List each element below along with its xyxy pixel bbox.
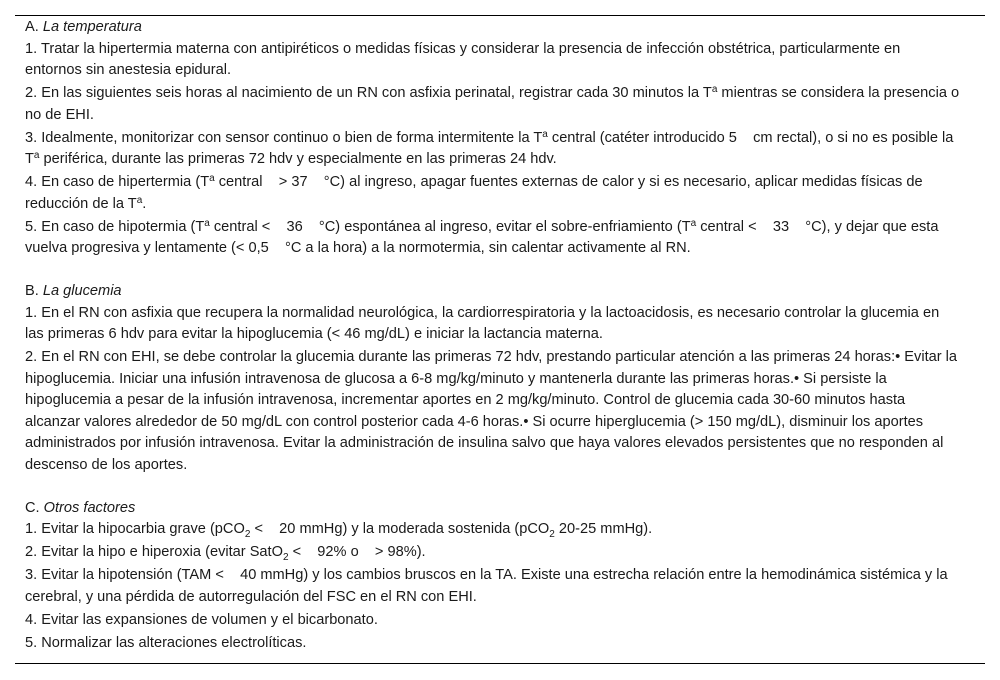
recommendation-item: [25, 83, 964, 126]
table-bottom-rule: [15, 663, 985, 664]
item-text: < 20 mmHg) y la moderada sostenida (pCO: [250, 521, 550, 537]
item-text: 2. Evitar la hipo e hiperoxia (evitar SatO: [25, 544, 283, 560]
recommendation-item: [25, 128, 960, 171]
subscript: 2: [282, 552, 289, 563]
item-text: 3. Evitar la hipotensión (TAM < 40 mmHg) y los cambios bruscos en la TA. Existe una estrecha relación entre la hemodinámica sistémica y la cerebral, y una pérdida de autorregulación del FSC en el RN con EHI.: [25, 567, 952, 605]
recommendation-item: [25, 172, 960, 215]
subscript: 2: [549, 529, 555, 540]
recommendation-item: [25, 303, 960, 346]
item-text: 5. Normalizar las alteraciones electrolíticas.: [25, 634, 307, 651]
item-text: 1. En el RN con asfixia que recupera la normalidad neurológica, la cardiorrespiratoria y la lactoacidosis, es necesario controlar la glucemia en las primeras 6 hdv para evitar la hipoglucemia (< 46 mg/dL) e iniciar la lactancia materna.: [25, 304, 944, 342]
item-text: 1. Tratar la hipertermia materna con antipiréticos o medidas físicas y considerar la presencia de infección obstétrica, particularmente en entornos sin anestesia epidural.: [25, 40, 905, 78]
section-title: La glucemia: [42, 283, 122, 299]
item-text: 3. Idealmente, monitorizar con sensor continuo o bien de forma intermitente la T: [25, 129, 543, 146]
item-text: 2. En el RN con EHI, se debe controlar la glucemia durante las primeras 72 hdv, prestando particular atención a las primeras 24 horas:• Evitar la hipoglucemia. Iniciar una infusión intravenosa de glucosa a 6-8 mg/kg/minuto y mantenerla durante las primeras horas.• Si persiste la hipoglucemia a pesar de la infusión intravenosa, incrementar aportes en 2 mg/kg/minuto. Control de glucemia cada 30-60 minutos hasta alcanzar valores alrededor de 50 mg/dL con control posterior cada 4-6 horas.• Si ocurre hiperglucemia (> 150 mg/dL), disminuir los aportes administrados por infusión intravenosa. Evitar la administración de insulina salvo que haya valores elevados persistentes que no responden al descenso de los aportes.: [25, 349, 962, 473]
section-heading: [25, 17, 960, 39]
section-spacer: [25, 261, 960, 281]
item-text: central (catéter introducido 5 cm rectal), o si no es posible la T: [25, 129, 958, 167]
section-title: La temperatura: [42, 19, 142, 35]
recommendation-item: [25, 217, 960, 260]
item-text: periférica, durante las primeras 72 hdv y especialmente en las primeras 24 hdv.: [39, 151, 557, 167]
recommendation-item: [25, 347, 960, 476]
subscript: 2: [244, 529, 251, 540]
recommendation-item: [25, 565, 960, 608]
section-spacer: [25, 478, 960, 498]
table-top-rule: [15, 15, 985, 16]
recommendation-item: [25, 39, 960, 82]
superscript: a: [33, 150, 40, 161]
item-text: 20-25 mmHg).: [554, 521, 653, 537]
item-text: central < 36 °C) espontánea al ingreso, evitar el sobre-enfriamiento (T: [209, 218, 691, 235]
item-text: 5. En caso de hipotermia (T: [25, 218, 205, 235]
superscript: a: [136, 194, 143, 206]
section-letter: B.: [25, 283, 39, 299]
superscript: a: [209, 173, 215, 184]
section-heading: [25, 281, 960, 303]
item-text: .: [142, 195, 147, 212]
superscript: a: [690, 217, 697, 229]
section-title: Otros factores: [43, 499, 136, 516]
item-text: central > 37 °C) al ingreso, apagar fuentes externas de calor y si es necesario, aplicar medidas físicas de reducción de la T: [25, 174, 927, 212]
recommendation-item: [25, 542, 960, 564]
superscript: a: [204, 217, 210, 229]
superscript: a: [542, 128, 548, 140]
item-text: 2. En las siguientes seis horas al nacimiento de un RN con asfixia perinatal, registrar cada 30 minutos la T: [25, 85, 712, 101]
recommendation-item: [25, 610, 960, 632]
section-heading: [25, 498, 960, 520]
superscript: a: [711, 84, 718, 95]
recommendation-item: [25, 519, 960, 541]
recommendations-table: [25, 17, 964, 656]
recommendation-item: [25, 633, 960, 655]
item-text: mientras se considera la presencia o no de EHI.: [25, 85, 964, 123]
item-text: < 92% o > 98%).: [288, 544, 426, 560]
item-text: 4. En caso de hipertermia (T: [25, 174, 210, 190]
item-text: 1. Evitar la hipocarbia grave (pCO: [25, 521, 245, 537]
item-text: central < 33 °C), y dejar que esta vuelva progresiva y lentamente (< 0,5 °C a la hora) a la normotermia, sin calentar activamente al RN.: [25, 218, 943, 256]
section-letter: C.: [25, 499, 40, 516]
item-text: 4. Evitar las expansiones de volumen y el bicarbonato.: [25, 611, 378, 628]
section-letter: A.: [25, 19, 39, 35]
